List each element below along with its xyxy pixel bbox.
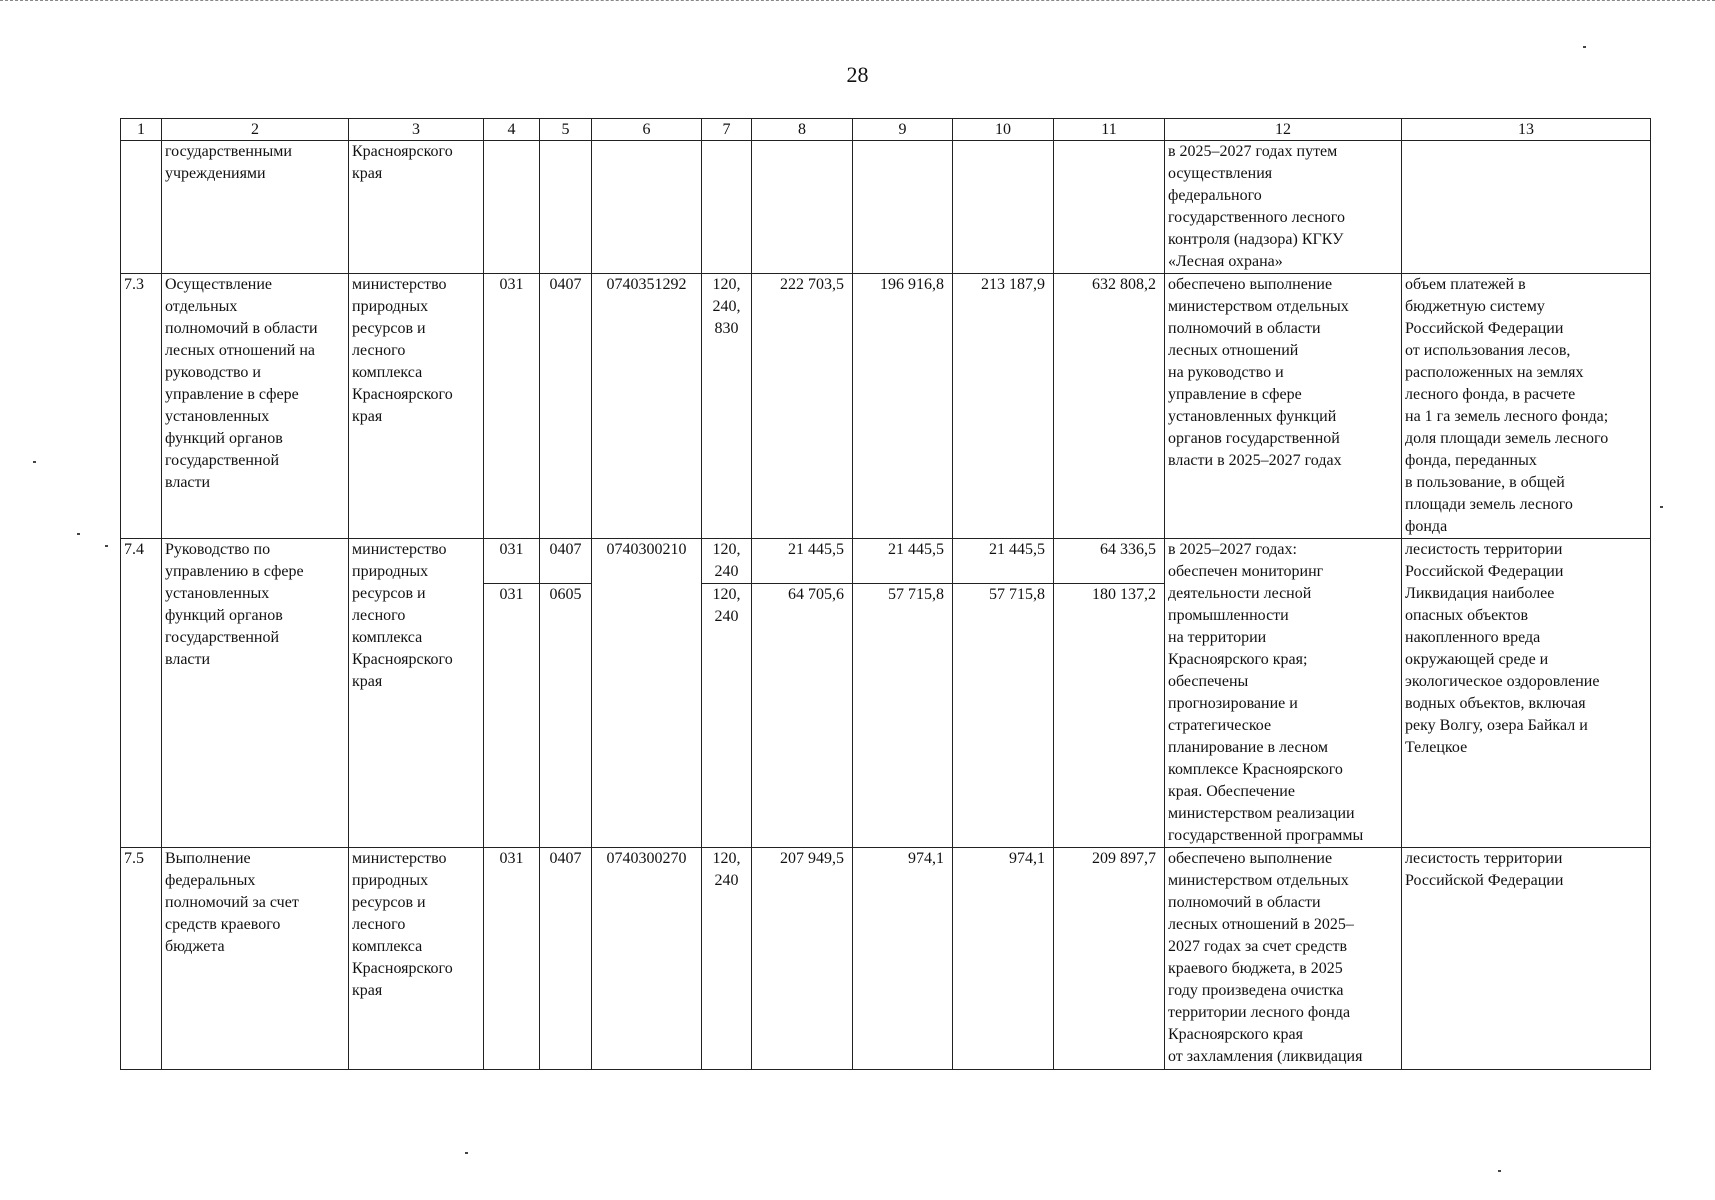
header-cell: 3 (349, 119, 484, 141)
cell-row-number: 7.5 (121, 848, 162, 1070)
cell-amount-total: 209 897,7 (1054, 848, 1165, 1070)
cell-grbs: 031 (484, 848, 540, 1070)
cell-indicator: лесистость территории Российской Федерации (1402, 848, 1651, 1070)
cell-amount-2027: 57 715,8 (953, 584, 1054, 848)
cell-rzpr: 0407 (540, 274, 592, 539)
cell-vr: 120, 240 (702, 539, 752, 584)
scan-speck (33, 461, 36, 463)
cell-amount-2027: 974,1 (953, 848, 1054, 1070)
header-cell: 13 (1402, 119, 1651, 141)
cell-amount-2026: 57 715,8 (853, 584, 953, 848)
cell-executor: министерство природных ресурсов и лесного комплекса Красноярского края (349, 539, 484, 848)
cell-csr: 0740351292 (592, 274, 702, 539)
cell-activity-name: Руководство по управлению в сфере установленных функций органов государственной власти (162, 539, 349, 848)
cell-amount-total: 64 336,5 (1054, 539, 1165, 584)
column-number-row (121, 119, 1651, 141)
header-cell: 7 (702, 119, 752, 141)
table-row-continuation (121, 141, 1651, 274)
cell-amount-2027: 21 445,5 (953, 539, 1054, 584)
cell-vr: 120, 240 (702, 848, 752, 1070)
cell-empty (752, 141, 853, 274)
cell-amount-2026: 21 445,5 (853, 539, 953, 584)
scan-speck (1583, 46, 1586, 48)
cell-vr: 120, 240, 830 (702, 274, 752, 539)
page-top-border (0, 0, 1715, 2)
table-row-7-5 (121, 848, 1651, 1070)
cell-grbs: 031 (484, 539, 540, 584)
header-cell: 11 (1054, 119, 1165, 141)
cell-empty (702, 141, 752, 274)
cell-empty (1054, 141, 1165, 274)
cell-amount-2025: 207 949,5 (752, 848, 853, 1070)
cell-amount-2025: 21 445,5 (752, 539, 853, 584)
page-number: 28 (846, 62, 869, 87)
cell-rzpr: 0407 (540, 539, 592, 584)
cell-rzpr: 0605 (540, 584, 592, 848)
cell-empty (953, 141, 1054, 274)
cell-amount-2027: 213 187,9 (953, 274, 1054, 539)
scan-speck (465, 1152, 468, 1154)
cell-amount-2025: 222 703,5 (752, 274, 853, 539)
cell-grbs: 031 (484, 584, 540, 848)
cell-rzpr: 0407 (540, 848, 592, 1070)
header-cell: 6 (592, 119, 702, 141)
cell-empty (121, 141, 162, 274)
cell-amount-total: 632 808,2 (1054, 274, 1165, 539)
scan-speck (1660, 506, 1663, 508)
header-cell: 8 (752, 119, 853, 141)
cell-grbs: 031 (484, 274, 540, 539)
cell-indicator: лесистость территории Российской Федерации Ликвидация наиболее опасных объектов накопленного вреда окружающей среде и экологическое оздоровление водных объектов, включая реку Волгу, озера Байкал и Телецкое (1402, 539, 1651, 848)
cell-empty (540, 141, 592, 274)
cell-empty (592, 141, 702, 274)
cell-executor: министерство природных ресурсов и лесного комплекса Красноярского края (349, 848, 484, 1070)
program-activities-table (120, 118, 1651, 1070)
cell-empty (484, 141, 540, 274)
cell-vr: 120, 240 (702, 584, 752, 848)
header-cell: 12 (1165, 119, 1402, 141)
header-cell: 10 (953, 119, 1054, 141)
cell-empty (853, 141, 953, 274)
cell-executor: Красноярского края (349, 141, 484, 274)
cell-result: в 2025–2027 годах путем осуществления федерального государственного лесного контроля (надзора) КГКУ «Лесная охрана» (1165, 141, 1402, 274)
cell-result: в 2025–2027 годах: обеспечен мониторинг деятельности лесной промышленности на территории Красноярского края; обеспечены прогнозирование и стратегическое планирование в лесном комплексе Красноярского края. Обеспечение министерством реализации государственной программы (1165, 539, 1402, 848)
cell-csr: 0740300270 (592, 848, 702, 1070)
cell-executor: министерство природных ресурсов и лесного комплекса Красноярского края (349, 274, 484, 539)
cell-amount-total: 180 137,2 (1054, 584, 1165, 848)
header-cell: 5 (540, 119, 592, 141)
cell-amount-2025: 64 705,6 (752, 584, 853, 848)
cell-result: обеспечено выполнение министерством отдельных полномочий в области лесных отношений на руководство и управление в сфере установленных функций органов государственной власти в 2025–2027 годах (1165, 274, 1402, 539)
header-cell: 4 (484, 119, 540, 141)
cell-empty (1402, 141, 1651, 274)
header-cell: 9 (853, 119, 953, 141)
cell-csr: 0740300210 (592, 539, 702, 848)
cell-amount-2026: 196 916,8 (853, 274, 953, 539)
scan-speck (1498, 1170, 1501, 1172)
cell-result: обеспечено выполнение министерством отдельных полномочий в области лесных отношений в 2025– 2027 годах за счет средств краевого бюджета, в 2025 году произведена очистка территории лесного фонда Красноярского края от захламления (ликвидация (1165, 848, 1402, 1070)
table-row-7-4 (121, 539, 1651, 584)
cell-activity-name: Выполнение федеральных полномочий за счет средств краевого бюджета (162, 848, 349, 1070)
header-cell: 1 (121, 119, 162, 141)
cell-amount-2026: 974,1 (853, 848, 953, 1070)
table-row-7-3 (121, 274, 1651, 539)
scan-speck (77, 533, 80, 535)
cell-row-number: 7.3 (121, 274, 162, 539)
cell-row-number: 7.4 (121, 539, 162, 848)
header-cell: 2 (162, 119, 349, 141)
scan-speck (105, 545, 108, 547)
cell-activity-name: Осуществление отдельных полномочий в области лесных отношений на руководство и управление в сфере установленных функций органов государственной власти (162, 274, 349, 539)
cell-indicator: объем платежей в бюджетную систему Российской Федерации от использования лесов, расположенных на землях лесного фонда, в расчете на 1 га земель лесного фонда; доля площади земель лесного фонда, переданных в пользование, в общей площади земель лесного фонда (1402, 274, 1651, 539)
cell-activity-name: государственными учреждениями (162, 141, 349, 274)
